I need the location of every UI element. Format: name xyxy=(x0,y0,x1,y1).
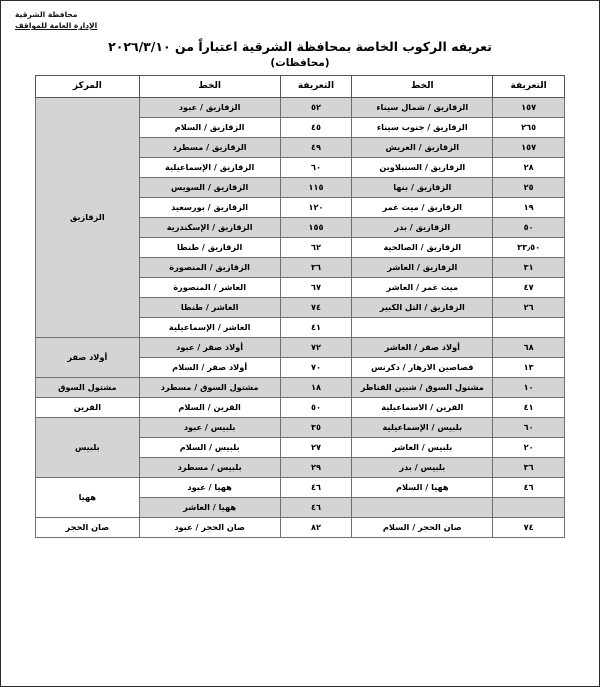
cell-line-left: الزقازيق / الصالحية xyxy=(352,238,493,258)
cell-fare-right: ٣٦ xyxy=(280,258,352,278)
letterhead-governorate: محافظة الشرقية xyxy=(15,10,78,19)
cell-fare-right: ٥٢ xyxy=(280,98,352,118)
cell-fare-left: ١٥٧ xyxy=(493,98,565,118)
cell-line-right: الزقازيق / السويس xyxy=(139,178,280,198)
cell-fare-right: ٤٦ xyxy=(280,498,352,518)
cell-line-left xyxy=(352,318,493,338)
cell-fare-right: ٦٧ xyxy=(280,278,352,298)
cell-fare-right: ٤٩ xyxy=(280,138,352,158)
cell-line-left: الزقازيق / شمال سيناء xyxy=(352,98,493,118)
cell-line-left: الزقازيق / السنبلاوين xyxy=(352,158,493,178)
cell-fare-right: ٢٧ xyxy=(280,438,352,458)
cell-line-right: العاشر / الإسماعيلية xyxy=(139,318,280,338)
letterhead xyxy=(15,1,599,32)
table-header-row xyxy=(36,76,565,98)
cell-line-left: بلبيس / العاشر xyxy=(352,438,493,458)
table-row xyxy=(36,418,565,438)
cell-fare-right: ٧٤ xyxy=(280,298,352,318)
cell-fare-right: ٤٥ xyxy=(280,118,352,138)
cell-fare-left: ١٣ xyxy=(493,358,565,378)
cell-fare-left: ٣٦ xyxy=(493,458,565,478)
cell-line-right: العاشر / طنطا xyxy=(139,298,280,318)
cell-fare-left xyxy=(493,498,565,518)
cell-line-left: الزقازيق / بنها xyxy=(352,178,493,198)
cell-fare-left: ٣٣٫٥٠ xyxy=(493,238,565,258)
cell-line-right: القرين / السلام xyxy=(139,398,280,418)
cell-line-left: بلبيس / بدر xyxy=(352,458,493,478)
cell-line-right: بلبيس / مسطرد xyxy=(139,458,280,478)
cell-line-right: الزقازيق / السلام xyxy=(139,118,280,138)
cell-center-1: أولاد صقر xyxy=(36,338,140,378)
cell-center-0: الزقازيق xyxy=(36,98,140,338)
cell-fare-left xyxy=(493,318,565,338)
cell-line-left: القرين / الاسماعيلية xyxy=(352,398,493,418)
cell-fare-right: ١٢٠ xyxy=(280,198,352,218)
cell-fare-right: ٧٢ xyxy=(280,338,352,358)
header-center: المركز xyxy=(36,76,140,98)
table-row xyxy=(36,478,565,498)
cell-fare-left: ٢٨ xyxy=(493,158,565,178)
cell-fare-left: ١٩ xyxy=(493,198,565,218)
cell-center-4: بلبيس xyxy=(36,418,140,478)
cell-fare-left: ٤٦ xyxy=(493,478,565,498)
cell-center-6: صان الحجر xyxy=(36,518,140,538)
table-row xyxy=(36,98,565,118)
cell-fare-right: ٦٢ xyxy=(280,238,352,258)
cell-fare-left: ٢٥ xyxy=(493,178,565,198)
cell-line-right: صان الحجر / عبود xyxy=(139,518,280,538)
cell-fare-right: ٧٠ xyxy=(280,358,352,378)
table-row xyxy=(36,338,565,358)
cell-fare-left: ٤٧ xyxy=(493,278,565,298)
cell-fare-right: ٤١ xyxy=(280,318,352,338)
letterhead-department: الإدارة العامة للمواقف xyxy=(15,21,98,31)
header-line-right: الخط xyxy=(139,76,280,98)
cell-fare-right: ١٨ xyxy=(280,378,352,398)
fare-table xyxy=(35,75,565,538)
table-body xyxy=(36,98,565,538)
header-line-left: الخط xyxy=(352,76,493,98)
cell-center-5: ههيا xyxy=(36,478,140,518)
cell-fare-right: ٨٢ xyxy=(280,518,352,538)
cell-fare-left: ٤١ xyxy=(493,398,565,418)
cell-fare-right: ٥٠ xyxy=(280,398,352,418)
cell-fare-right: ١٥٥ xyxy=(280,218,352,238)
cell-fare-left: ٢٦ xyxy=(493,298,565,318)
cell-line-left: مشتول السوق / شبين القناطر xyxy=(352,378,493,398)
title-block xyxy=(1,38,599,70)
cell-fare-left: ٦٠ xyxy=(493,418,565,438)
cell-fare-right: ٦٠ xyxy=(280,158,352,178)
cell-line-left: أولاد صقر / العاشر xyxy=(352,338,493,358)
cell-line-right: ههيا / عبود xyxy=(139,478,280,498)
cell-line-left: الزقازيق / جنوب سيناء xyxy=(352,118,493,138)
cell-line-right: العاشر / المنصورة xyxy=(139,278,280,298)
cell-line-right: الزقازيق / عبود xyxy=(139,98,280,118)
header-fare-left: التعريفة xyxy=(493,76,565,98)
cell-fare-left: ٧٤ xyxy=(493,518,565,538)
cell-line-left: الزقازيق / العاشر xyxy=(352,258,493,278)
cell-line-right: ههيا / العاشر xyxy=(139,498,280,518)
cell-fare-right: ٣٥ xyxy=(280,418,352,438)
fare-table-container xyxy=(35,75,565,538)
cell-line-right: مشتول السوق / مسطرد xyxy=(139,378,280,398)
cell-fare-left: ٢٠ xyxy=(493,438,565,458)
cell-line-left: صان الحجر / السلام xyxy=(352,518,493,538)
cell-center-2: مشتول السوق xyxy=(36,378,140,398)
cell-line-left: الزقازيق / العريش xyxy=(352,138,493,158)
cell-line-right: بلبيس / عبود xyxy=(139,418,280,438)
cell-line-right: أولاد صقر / السلام xyxy=(139,358,280,378)
cell-line-right: الزقازيق / الإسماعيلية xyxy=(139,158,280,178)
cell-fare-right: ١١٥ xyxy=(280,178,352,198)
cell-line-left: قصاصين الازهار / دكرنس xyxy=(352,358,493,378)
cell-line-right: الزقازيق / الإسكندرية xyxy=(139,218,280,238)
cell-fare-right: ٢٩ xyxy=(280,458,352,478)
cell-fare-left: ٦٨ xyxy=(493,338,565,358)
cell-fare-left: ٢٦٥ xyxy=(493,118,565,138)
table-row xyxy=(36,398,565,418)
page-title: تعريفه الركوب الخاصة بمحافظة الشرقية اعتباراً من ٢٠٢٦/٣/١٠ xyxy=(108,38,492,54)
page-subtitle: (محافظات) xyxy=(270,57,330,69)
cell-center-3: القرين xyxy=(36,398,140,418)
cell-line-right: أولاد صقر / عبود xyxy=(139,338,280,358)
cell-line-left: الزقازيق / ميت غمر xyxy=(352,198,493,218)
table-row xyxy=(36,518,565,538)
cell-fare-right: ٤٦ xyxy=(280,478,352,498)
table-row xyxy=(36,378,565,398)
cell-line-left: الزقازيق / بدر xyxy=(352,218,493,238)
cell-line-right: الزقازيق / المنصورة xyxy=(139,258,280,278)
cell-line-right: الزقازيق / مسطرد xyxy=(139,138,280,158)
cell-line-left: ههيا / السلام xyxy=(352,478,493,498)
cell-line-left: ميت غمر / العاشر xyxy=(352,278,493,298)
header-fare-right: التعريفة xyxy=(280,76,352,98)
cell-line-right: بلبيس / السلام xyxy=(139,438,280,458)
cell-fare-left: ٥٠ xyxy=(493,218,565,238)
cell-line-right: الزقازيق / طنطا xyxy=(139,238,280,258)
cell-fare-left: ١٥٧ xyxy=(493,138,565,158)
cell-line-left xyxy=(352,498,493,518)
cell-fare-left: ٣١ xyxy=(493,258,565,278)
cell-fare-left: ١٠ xyxy=(493,378,565,398)
cell-line-left: بلبيس / الإسماعيلية xyxy=(352,418,493,438)
cell-line-right: الزقازيق / بورسعيد xyxy=(139,198,280,218)
table-header xyxy=(36,76,565,98)
cell-line-left: الزقازيق / التل الكبير xyxy=(352,298,493,318)
